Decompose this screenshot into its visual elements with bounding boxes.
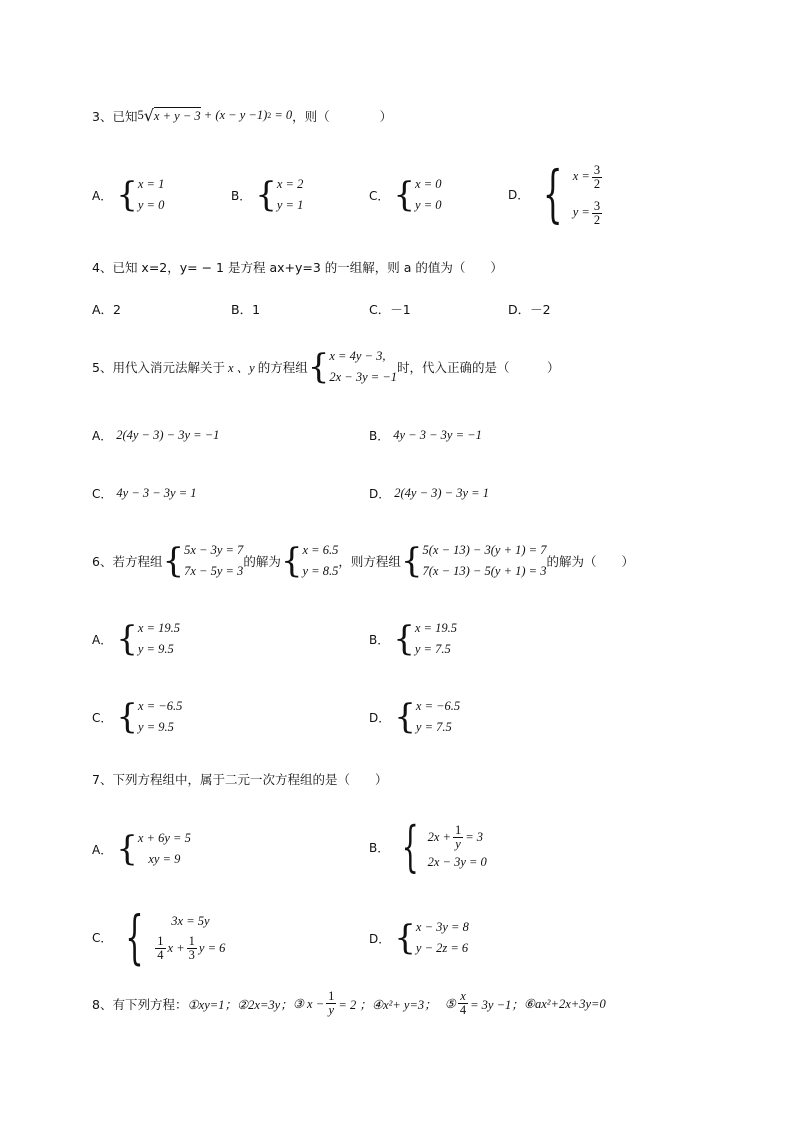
brace-icon: {: [125, 903, 145, 971]
question-4-option-c[interactable]: C．－1: [369, 302, 411, 317]
system-row: [573, 194, 604, 230]
fraction-denominator: 2: [593, 176, 601, 191]
question-4-option-a[interactable]: A．2: [92, 302, 122, 317]
equation-system: [255, 174, 303, 216]
var-x: x =: [572, 169, 590, 183]
question-5-option-b[interactable]: [369, 427, 482, 444]
option-label: D．: [369, 710, 391, 725]
question-6-mid: 的解为: [243, 554, 281, 569]
brace-icon: {: [116, 829, 138, 869]
question-3-option-a[interactable]: [92, 174, 164, 216]
system-row: [153, 932, 225, 964]
option-label: A．: [92, 188, 113, 203]
system-row: 3x = 5y: [171, 913, 210, 928]
option-label: B．: [369, 840, 390, 855]
fraction-numerator: 1: [328, 989, 335, 1003]
system-row: x = 6.5: [302, 543, 339, 557]
equation-system: [281, 540, 339, 582]
brace-icon: {: [116, 697, 139, 737]
system-row: x = −6.5: [138, 699, 183, 713]
question-8-prefix: 8、有下列方程：: [92, 996, 188, 1012]
term: x +: [167, 940, 185, 955]
fraction-numerator: 1: [454, 823, 462, 838]
fraction-denominator: y: [455, 837, 461, 852]
brace-icon: {: [394, 918, 416, 958]
system-row: 7x − 5y = 3: [184, 564, 244, 578]
question-3-suffix: ，则（ ）: [292, 108, 393, 124]
system-row: 5(x − 13) − 3(y + 1) = 7: [422, 543, 547, 557]
option-label: B．: [369, 429, 390, 443]
system-row: y = 1: [276, 198, 304, 212]
term: = 3: [465, 829, 484, 844]
equation-system: [162, 540, 243, 582]
option-label: A．: [92, 429, 113, 443]
question-7-option-d[interactable]: [369, 917, 469, 959]
fraction-denominator: 4: [157, 948, 164, 963]
question-3-option-c[interactable]: [369, 174, 442, 216]
question-4-option-b[interactable]: B．1: [231, 302, 261, 317]
question-7-stem: 7、下列方程组中，属于二元一次方程组的是（ ）: [92, 772, 388, 787]
question-6-option-c[interactable]: [92, 696, 182, 738]
option-label: C．: [92, 930, 113, 945]
question-4-option-d[interactable]: D．－2: [508, 302, 551, 317]
question-3-stem: [92, 106, 392, 125]
question-5-option-a[interactable]: [92, 427, 219, 444]
question-7-option-a[interactable]: [92, 828, 191, 870]
brace-icon: {: [393, 175, 416, 215]
sqrt-sign-icon: √: [143, 106, 154, 125]
option-label: D．: [369, 931, 391, 946]
fraction-denominator: 2: [593, 212, 601, 227]
question-3-radicand: x + y − 3: [153, 109, 201, 123]
equation-item-5-end: = 3y −1；: [470, 997, 524, 1012]
brace-icon: {: [116, 619, 138, 659]
brace-icon: {: [307, 347, 330, 387]
question-3-prefix: 3、已知: [92, 108, 138, 124]
system-row: y = 7.5: [414, 642, 451, 656]
system-row: y = 0: [415, 198, 442, 212]
fraction-numerator: 1: [188, 934, 195, 949]
question-6-suffix: 的解为（ ）: [546, 554, 634, 569]
equation-system: [394, 696, 460, 738]
system-row: x = 0: [415, 177, 442, 191]
question-7-option-b[interactable]: [369, 815, 487, 878]
question-3-square: (x − y −1): [215, 108, 268, 122]
brace-icon: {: [401, 815, 420, 878]
question-5-mid: 的方程组: [257, 360, 308, 375]
equation-item-3-end: = 2 ；: [338, 997, 372, 1012]
question-5-suffix: 时，代入正确的是（ ）: [397, 360, 560, 375]
question-6-mid: ，则方程组: [338, 554, 401, 569]
system-row: x = 19.5: [414, 621, 457, 635]
equation-system: [308, 346, 397, 388]
option-label: B．: [231, 188, 252, 203]
fraction-denominator: y: [328, 1003, 335, 1017]
equation-system: [393, 815, 487, 878]
system-row: y = 7.5: [415, 720, 452, 734]
brace-icon: {: [543, 157, 563, 230]
equation-item-1: ①xy=1；: [187, 997, 237, 1012]
question-6-option-d[interactable]: [369, 696, 460, 738]
system-row: xy = 9: [148, 852, 181, 866]
system-row: x = 19.5: [137, 621, 180, 635]
option-label: C．: [369, 188, 390, 203]
fraction-denominator: 3: [188, 948, 195, 963]
equation-system: [116, 174, 164, 216]
equation-system: [116, 828, 191, 870]
equation-system: [116, 903, 226, 971]
question-5-vars: x 、y: [227, 361, 255, 375]
option-label: C．: [92, 710, 113, 725]
question-3-option-d[interactable]: [508, 158, 604, 230]
option-text: 2(4y − 3) − 3y = −1: [116, 428, 220, 442]
system-row: y = 9.5: [138, 720, 174, 734]
question-3-exp: 2: [267, 111, 272, 120]
question-6-option-a[interactable]: [92, 618, 180, 660]
equation-system: [116, 618, 180, 660]
system-row: y − 2z = 6: [415, 941, 469, 955]
var-y: y =: [572, 205, 590, 219]
equation-system: [401, 540, 547, 582]
question-6-stem: [92, 540, 634, 582]
system-row: 2x − 3y = 0: [427, 854, 487, 869]
equation-system: [393, 618, 457, 660]
system-row: x = 2: [276, 177, 304, 191]
system-row: [428, 822, 487, 852]
question-3-option-b[interactable]: [231, 174, 303, 216]
option-label: A．: [92, 842, 113, 857]
system-row: 7(x − 13) − 5(y + 1) = 3: [422, 564, 547, 578]
system-row: y = 9.5: [137, 642, 174, 656]
equation-item-6: ⑥ax²+2x+3y=0: [523, 996, 606, 1011]
equation-system: [394, 917, 469, 959]
option-text: 4y − 3 − 3y = −1: [393, 428, 482, 442]
question-3-coef: 5: [137, 108, 144, 122]
system-row: 5x − 3y = 7: [184, 543, 244, 557]
brace-icon: {: [162, 541, 185, 581]
option-label: D．: [369, 487, 391, 501]
question-8-stem: [92, 990, 606, 1017]
brace-icon: {: [255, 175, 277, 215]
question-6-prefix: 6、若方程组: [92, 554, 163, 569]
equation-system: [533, 158, 604, 230]
question-4-stem: 4、已知 x=2，y= − 1 是方程 ax+y=3 的一组解，则 a 的值为（ ）: [92, 260, 503, 275]
fraction-numerator: 3: [593, 162, 601, 177]
system-row: x = 1: [137, 177, 165, 191]
question-5-option-c[interactable]: [92, 485, 197, 502]
system-row: 2x − 3y = −1: [329, 370, 398, 384]
equation-item-2: ②2x=3y；: [236, 997, 293, 1012]
fraction-numerator: 3: [593, 198, 601, 213]
system-row: x = 4y − 3,: [329, 349, 386, 363]
equation-item-4: ④x²+ y=3；: [371, 997, 437, 1012]
equation-system: [116, 696, 182, 738]
fraction-numerator: x: [460, 989, 466, 1003]
question-6-option-b[interactable]: [369, 618, 457, 660]
question-5-stem: [92, 346, 560, 388]
system-row: y = 8.5: [302, 564, 339, 578]
brace-icon: {: [394, 697, 416, 737]
option-label: C．: [92, 487, 113, 501]
term: 2x +: [427, 829, 451, 844]
equation-item-5: ⑤: [444, 996, 456, 1011]
option-label: A．: [92, 632, 113, 647]
brace-icon: {: [280, 541, 303, 581]
option-text: 4y − 3 − 3y = 1: [116, 486, 197, 500]
system-row: x + 6y = 5: [137, 831, 191, 845]
question-5-prefix: 5、用代入消元法解关于: [92, 360, 225, 375]
system-row: x − 3y = 8: [415, 920, 469, 934]
option-label: B．: [369, 632, 390, 647]
option-label: D．: [508, 187, 530, 202]
term: y = 6: [198, 940, 226, 955]
system-row: x = −6.5: [415, 699, 461, 713]
equation-item-3: ③ x −: [292, 996, 325, 1011]
brace-icon: {: [393, 619, 415, 659]
system-row: y = 0: [137, 198, 165, 212]
question-7-option-c[interactable]: [92, 903, 226, 971]
option-text: 2(4y − 3) − 3y = 1: [394, 486, 489, 500]
brace-icon: {: [400, 541, 423, 581]
question-3-plus: +: [200, 108, 216, 122]
fraction-denominator: 4: [459, 1003, 467, 1017]
fraction-numerator: 1: [157, 934, 164, 949]
question-3-rhs: = 0: [271, 108, 293, 122]
question-5-option-d[interactable]: [369, 485, 489, 502]
brace-icon: {: [116, 175, 138, 215]
equation-system: [393, 174, 441, 216]
system-row: [573, 158, 604, 194]
